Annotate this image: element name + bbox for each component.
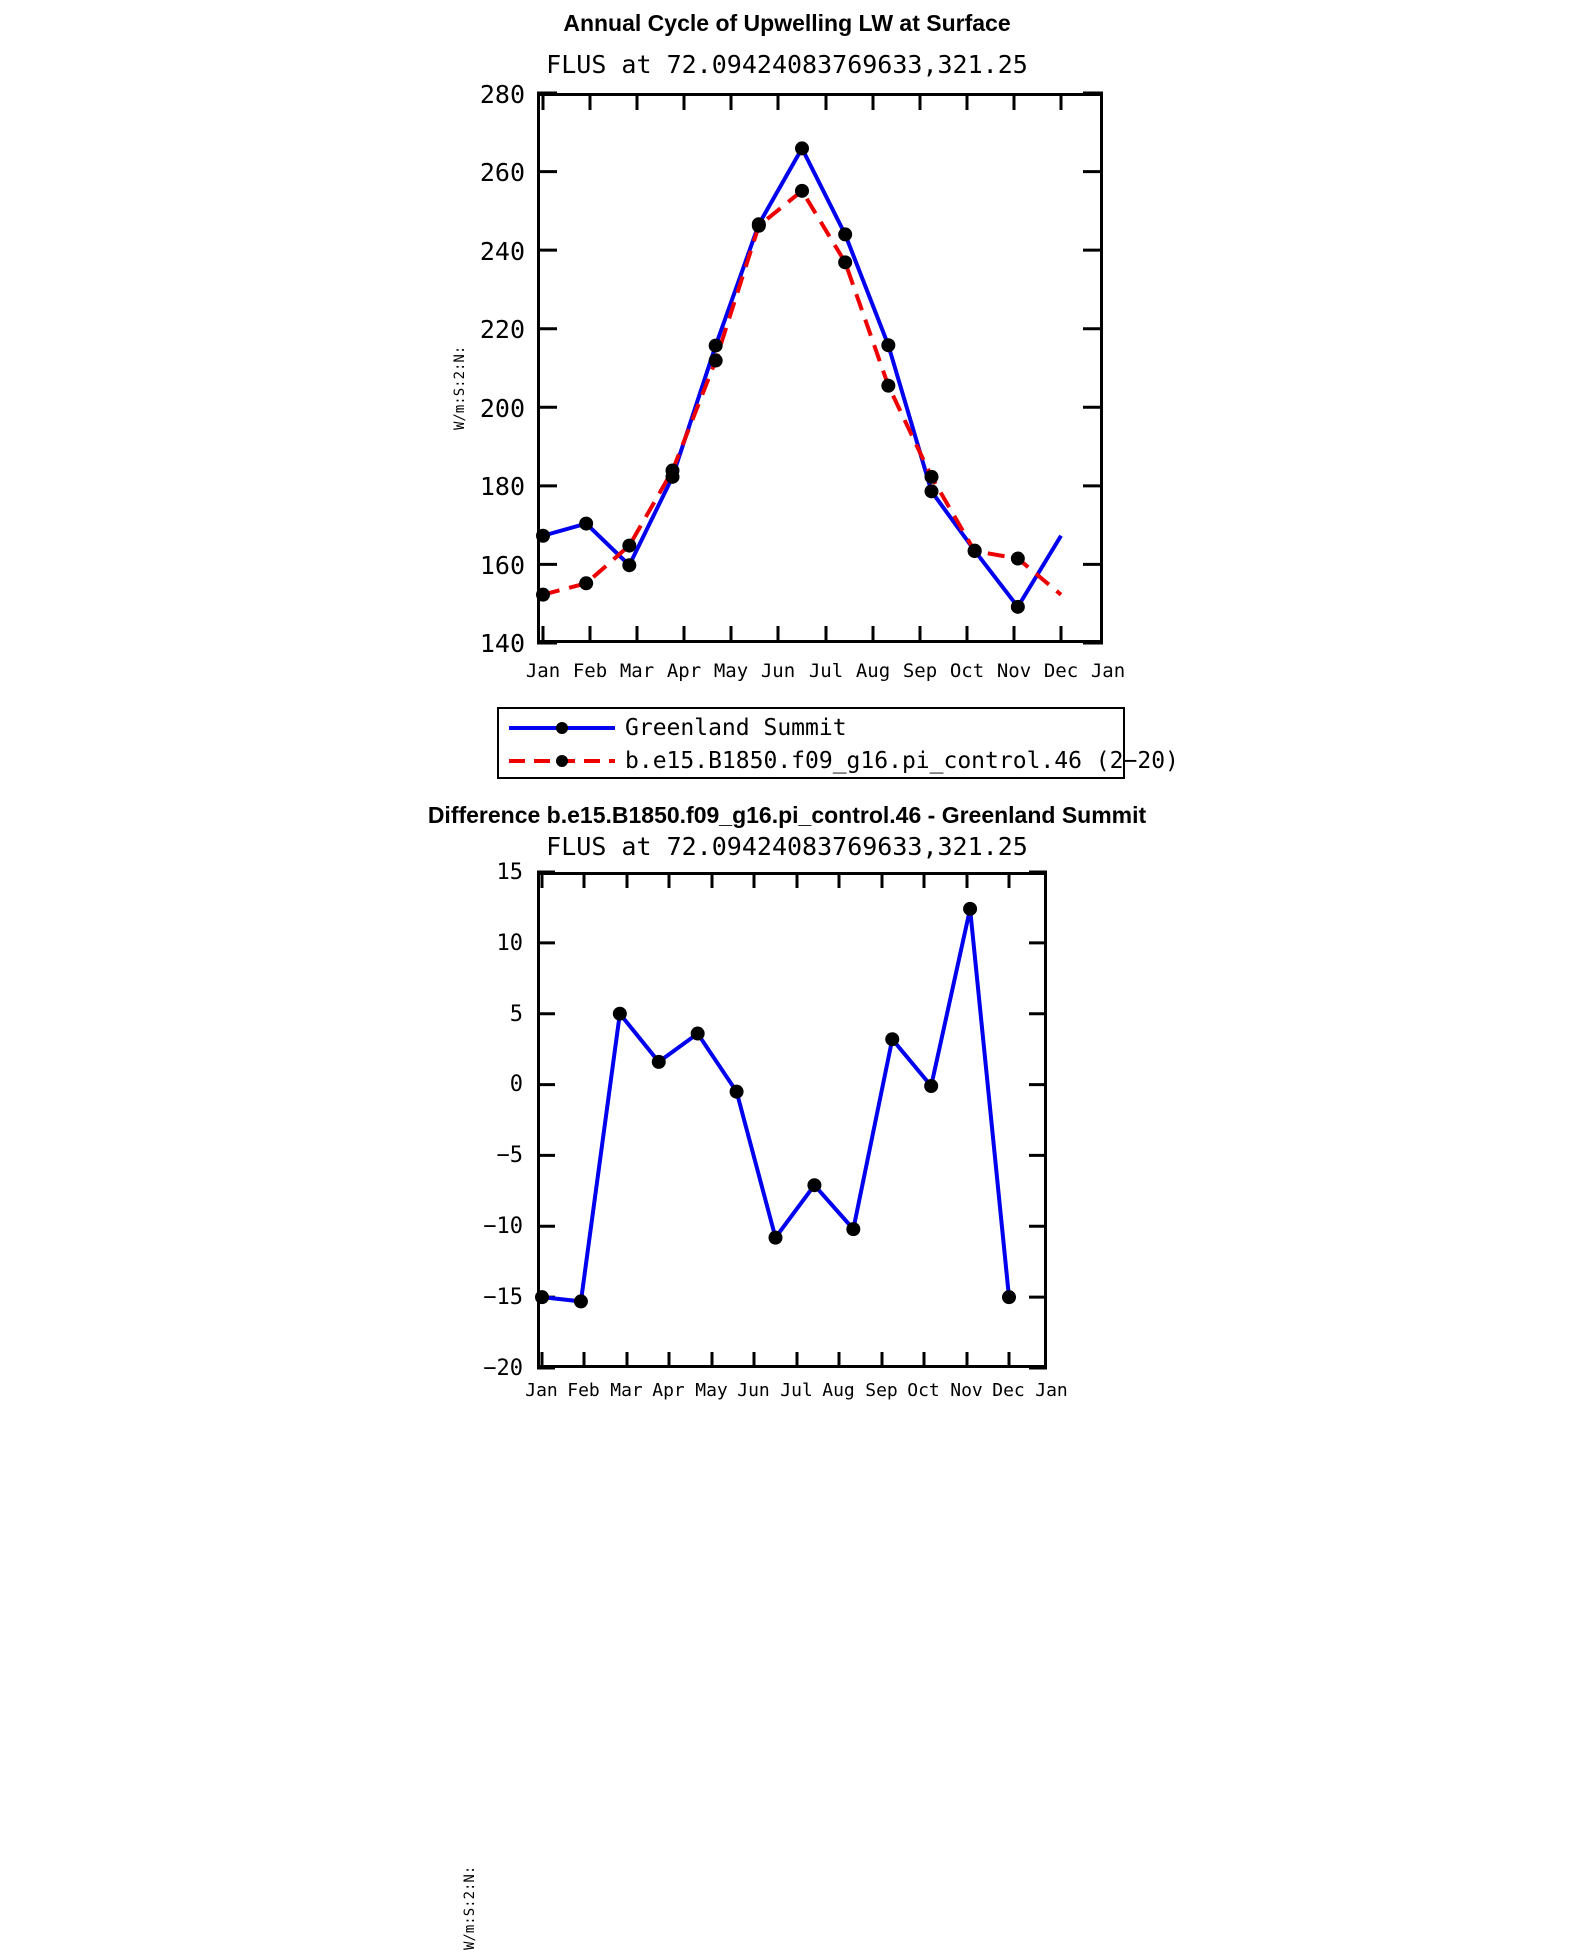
legend-label-1: b.e15.B1850.f09_g16.pi_control.46 (2−20)	[625, 748, 1179, 774]
legend-item-0	[507, 713, 847, 743]
data-point	[924, 1079, 938, 1093]
data-point	[838, 227, 852, 241]
xtick-oct: Oct	[949, 660, 985, 682]
series-line-0	[543, 148, 1061, 606]
data-point	[885, 1032, 899, 1046]
xtick-jul: Jul	[808, 660, 844, 682]
legend-item-1	[507, 746, 1179, 776]
top-panel-y-axis-label: W/m:S:2:N:	[452, 345, 468, 430]
xtick-jun: Jun	[760, 660, 796, 682]
data-point	[536, 529, 550, 543]
xtick-feb: Feb	[572, 660, 608, 682]
bottom-panel-curves	[0, 800, 1574, 1440]
xtick-jan-1: Jan	[525, 660, 561, 682]
bottom-panel-title: Difference b.e15.B1850.f09_g16.pi_control.46 - Greenland Summit	[427, 802, 1147, 828]
diff-xtick-oct: Oct	[907, 1380, 940, 1401]
data-point	[846, 1222, 860, 1236]
top-panel-series-group	[536, 141, 1061, 613]
data-point	[752, 219, 766, 233]
data-point	[838, 255, 852, 269]
diff-xtick-jan-1: Jan	[525, 1380, 558, 1401]
diff-xtick-jul: Jul	[780, 1380, 813, 1401]
data-point	[622, 558, 636, 572]
legend-box	[497, 707, 1179, 779]
ytick-200: 200	[479, 394, 525, 423]
diff-ytick-neg10: −10	[483, 1214, 523, 1239]
data-point	[968, 544, 982, 558]
data-point	[574, 1294, 588, 1308]
ytick-160: 160	[479, 551, 525, 580]
diff-ytick-neg5: −5	[496, 1143, 523, 1168]
diff-xtick-jan-2: Jan	[1035, 1380, 1068, 1401]
data-point	[730, 1085, 744, 1099]
diff-xtick-aug: Aug	[822, 1380, 855, 1401]
diff-xtick-jun: Jun	[737, 1380, 770, 1401]
top-panel-subtitle: FLUS at 72.09424083769633,321.25	[546, 50, 1028, 79]
xtick-dec: Dec	[1043, 660, 1079, 682]
diff-xtick-nov: Nov	[950, 1380, 983, 1401]
xtick-sep: Sep	[902, 660, 938, 682]
xtick-may: May	[713, 660, 749, 682]
ytick-280: 280	[479, 80, 525, 109]
data-point	[769, 1231, 783, 1245]
diff-ytick-0: 0	[509, 1072, 523, 1097]
ytick-220: 220	[479, 315, 525, 344]
diff-xtick-sep: Sep	[865, 1380, 898, 1401]
data-point	[925, 484, 939, 498]
top-panel	[0, 0, 1574, 800]
data-point	[963, 902, 977, 916]
data-point	[691, 1027, 705, 1041]
data-point	[925, 470, 939, 484]
xtick-jan-2: Jan	[1090, 660, 1126, 682]
diff-xtick-dec: Dec	[992, 1380, 1025, 1401]
data-point	[795, 141, 809, 155]
data-point	[881, 379, 895, 393]
legend-line-sample-solid	[507, 717, 617, 739]
diff-ytick-neg20: −20	[483, 1356, 523, 1381]
data-point	[536, 588, 550, 602]
data-point	[613, 1007, 627, 1021]
data-point	[881, 338, 895, 352]
bottom-panel-series-group	[535, 902, 1016, 1309]
top-panel-curves	[0, 0, 1574, 800]
ytick-180: 180	[479, 472, 525, 501]
series-line-1	[543, 191, 1061, 595]
data-point	[579, 517, 593, 531]
data-point	[535, 1290, 549, 1304]
data-point	[1011, 600, 1025, 614]
data-point	[666, 464, 680, 478]
data-point	[1011, 552, 1025, 566]
diff-ytick-neg15: −15	[483, 1285, 523, 1310]
data-point	[579, 576, 593, 590]
bottom-panel-subtitle: FLUS at 72.09424083769633,321.25	[546, 832, 1028, 861]
diff-xtick-apr: Apr	[652, 1380, 685, 1401]
diff-ytick-15: 15	[496, 860, 523, 885]
diff-ytick-10: 10	[496, 931, 523, 956]
data-point	[807, 1178, 821, 1192]
diff-xtick-mar: Mar	[610, 1380, 643, 1401]
xtick-aug: Aug	[855, 660, 891, 682]
diff-ytick-5: 5	[509, 1002, 523, 1027]
xtick-mar: Mar	[619, 660, 655, 682]
data-point	[652, 1055, 666, 1069]
legend-line-sample-dashed	[507, 750, 617, 772]
diff-xtick-may: May	[695, 1380, 728, 1401]
data-point	[709, 354, 723, 368]
bottom-panel-y-axis-label: W/m:S:2:N:	[462, 1865, 478, 1950]
ytick-140: 140	[479, 629, 525, 658]
ytick-260: 260	[479, 158, 525, 187]
xtick-nov: Nov	[996, 660, 1032, 682]
data-point	[795, 184, 809, 198]
data-point	[622, 539, 636, 553]
ytick-240: 240	[479, 237, 525, 266]
xtick-apr: Apr	[666, 660, 702, 682]
data-point	[1002, 1290, 1016, 1304]
legend-label-0: Greenland Summit	[625, 715, 847, 741]
diff-xtick-feb: Feb	[567, 1380, 600, 1401]
bottom-panel	[0, 800, 1574, 1950]
top-panel-title: Annual Cycle of Upwelling LW at Surface	[563, 10, 1011, 36]
data-point	[709, 339, 723, 353]
